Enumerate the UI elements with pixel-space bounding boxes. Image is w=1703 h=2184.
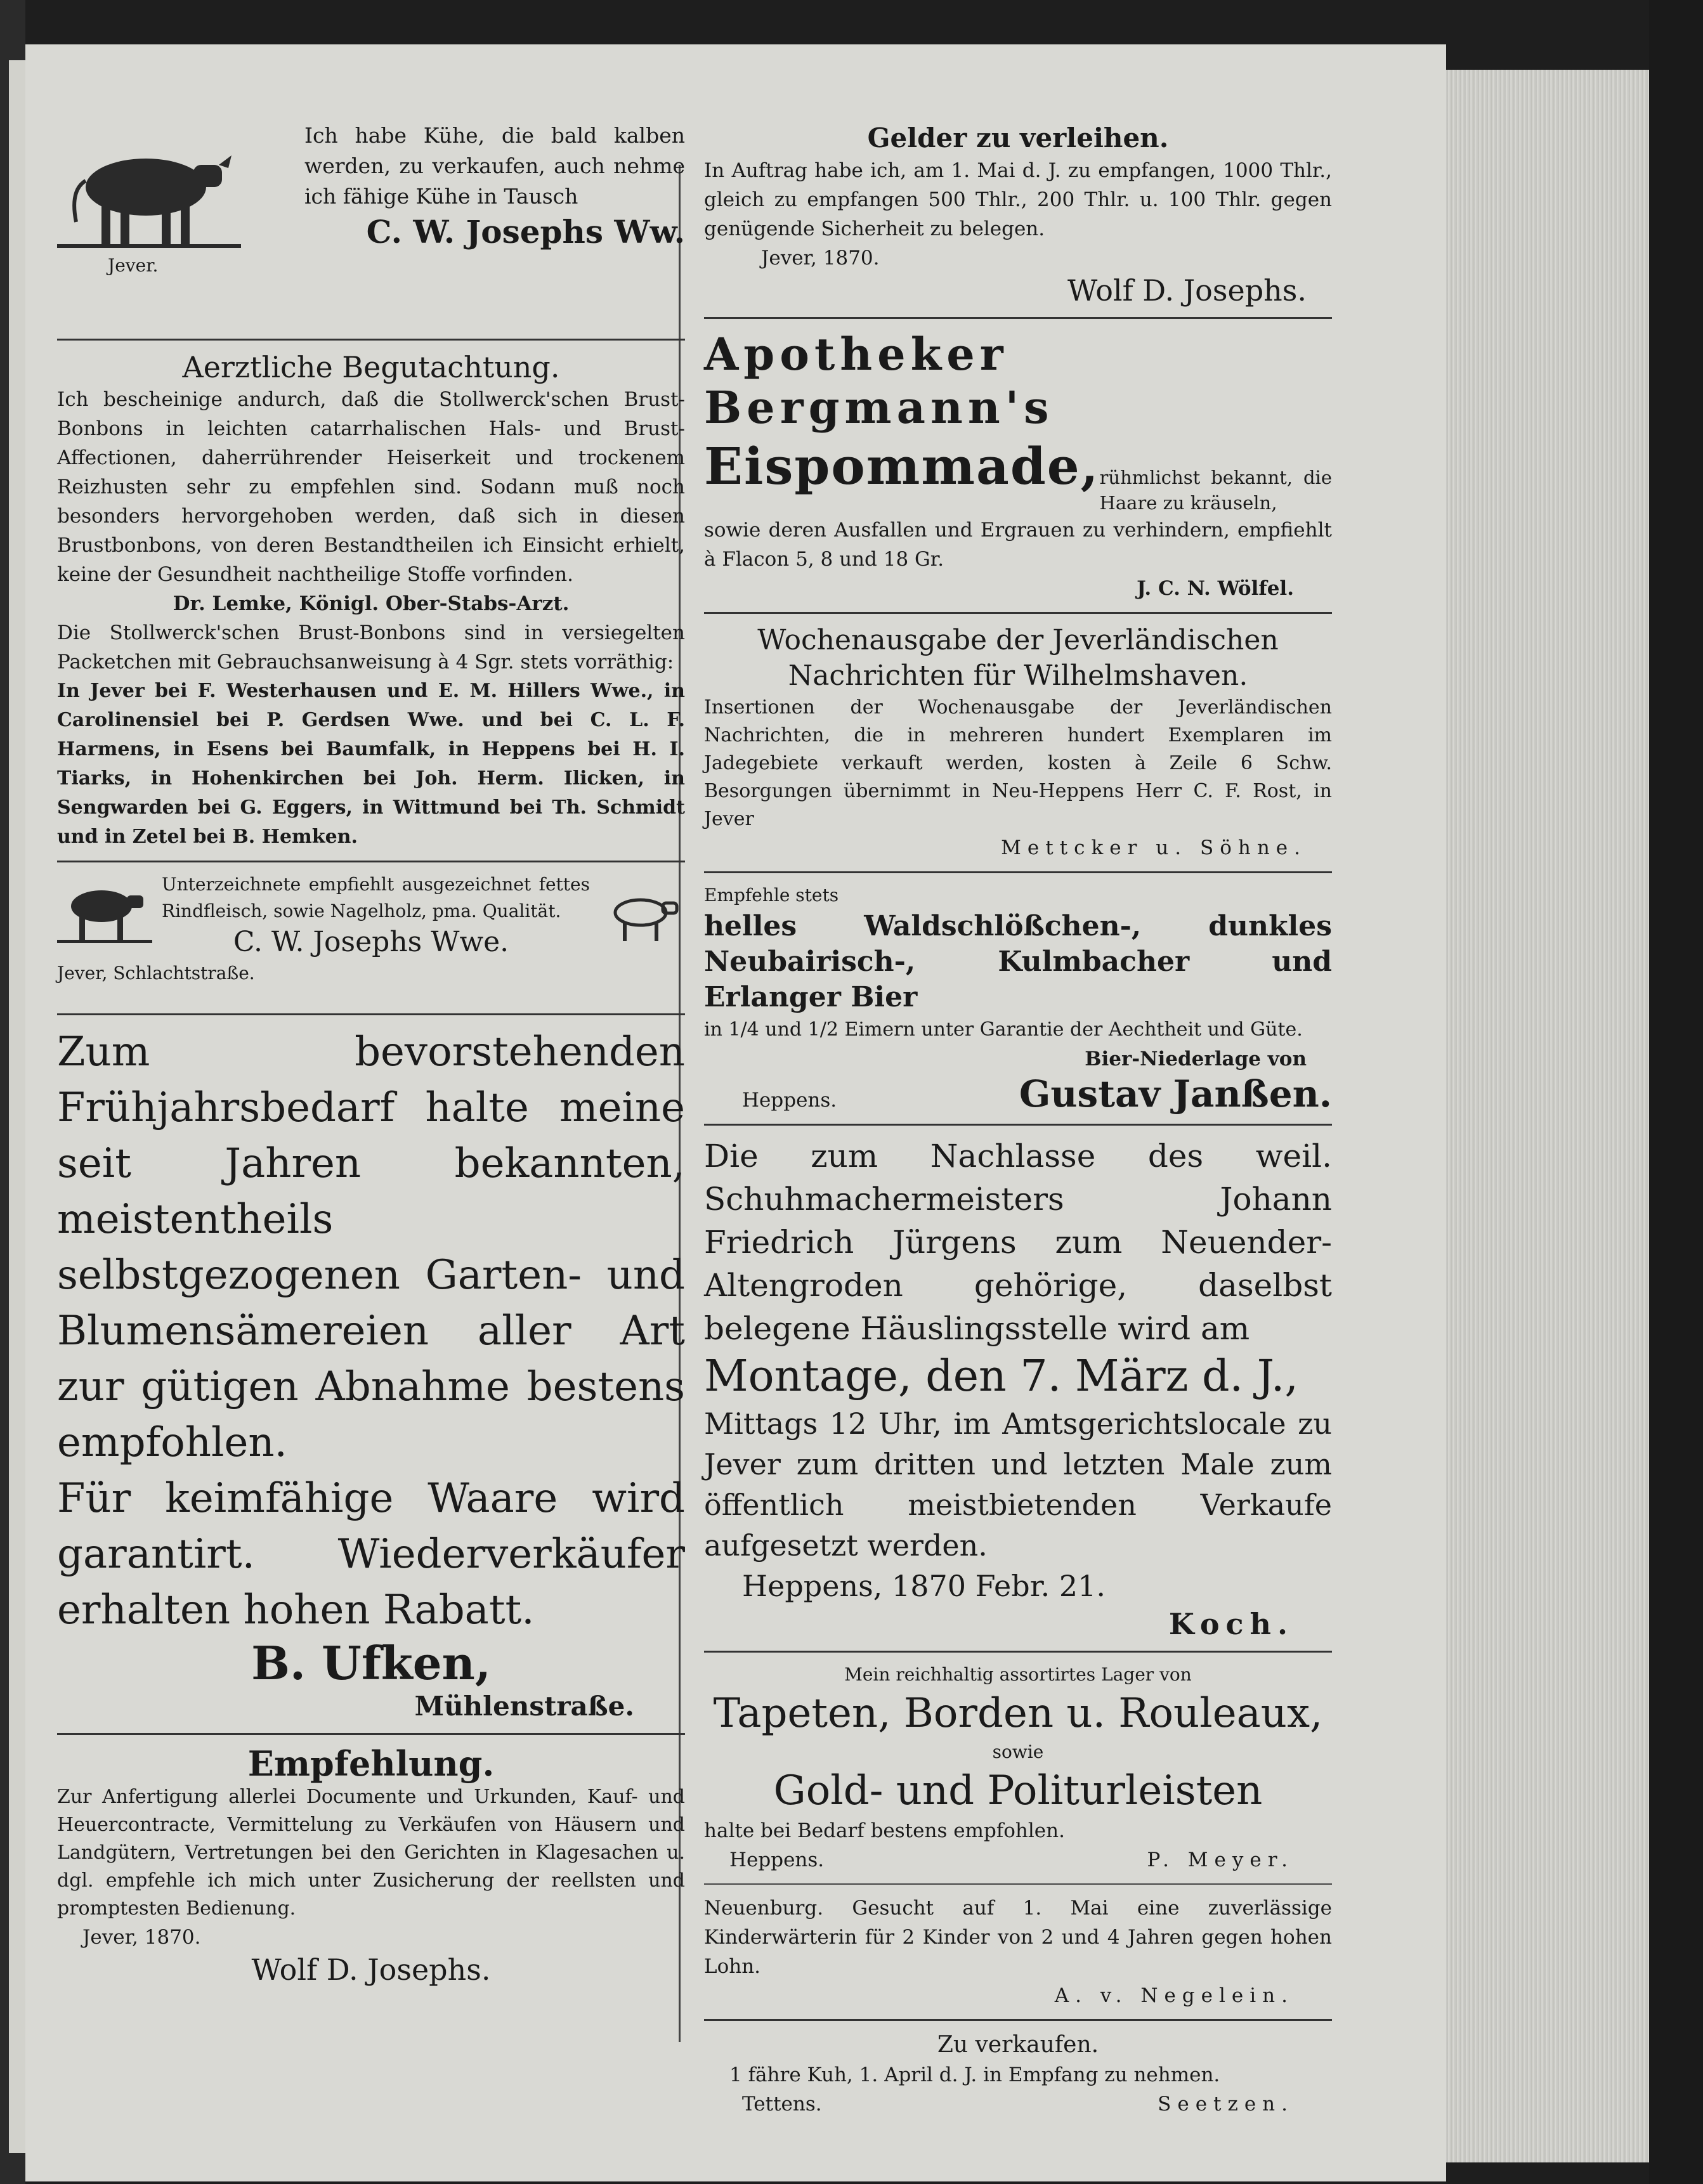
divider — [704, 1883, 1332, 1885]
ad-text: 1 fähre Kuh, 1. April d. J. in Empfang zu nehmen. — [729, 2064, 1220, 2086]
previous-page-edge — [9, 60, 27, 2153]
ad-text: Die zum Nachlasse des weil. Schuhmachermeisters Johann Friedrich Jürgens zum Neuender-Altengroden gehörige, daselbst belegene Häuslingsstelle wird am — [704, 1138, 1332, 1347]
ad-text: In Jever bei F. Westerhausen und E. M. Hillers Wwe., in Carolinensiel bei P. Gerdsen Wwe. und bei C. L. F. Harmens, in Esens bei Baumfalk, in Heppens bei H. I. Tiarks, in Hohenkirchen bei Joh. Herm. Ilicken, in Sengwarden bei G. Eggers, in Wittmund bei Th. Schmidt und in Zetel bei B. Hemken. — [57, 680, 685, 848]
ad-footer — [704, 1845, 1332, 1875]
left-column — [57, 120, 685, 1987]
ad-signature: Gustav Janßen. — [1019, 1072, 1332, 1115]
ad-text: helles Waldschlößchen-, dunkles Neubairisch-, Kulmbacher und Erlanger Bier — [704, 910, 1332, 1013]
ad-signature: Koch. — [1168, 1607, 1294, 1641]
ad-text: halte bei Bedarf bestens empfohlen. — [704, 1819, 1065, 1842]
ad-date: Montage, den 7. März d. J., — [704, 1351, 1298, 1401]
ad-footer — [704, 2090, 1332, 2119]
ad-text: sowie deren Ausfallen und Ergrauen zu verhindern, empfiehlt à Flacon 5, 8 und 18 Gr. — [704, 519, 1332, 571]
ad-text: Unterzeichnete empfiehlt ausgezeichnet fettes Rindfleisch, sowie Nagelholz, pma. Qualität. — [162, 874, 590, 921]
ad-footer — [704, 1074, 1332, 1115]
ad-aerztliche-begutachtung — [57, 349, 685, 852]
ad-street: Mühlenstraße. — [414, 1691, 634, 1722]
ox-illustration — [57, 871, 152, 947]
ad-place: Tettens. — [742, 2093, 822, 2116]
divider — [57, 1733, 685, 1735]
divider — [704, 2019, 1332, 2021]
ad-text: In Auftrag habe ich, am 1. Mai d. J. zu empfangen, 1000 Thlr., gleich zu empfangen 500 Thlr., 200 Thlr. u. 100 Thlr. gegen genügende Sicherheit zu belegen. — [704, 159, 1332, 240]
ad-zu-verkaufen — [704, 2030, 1332, 2119]
ad-kuehe — [57, 120, 685, 330]
ad-doctor: Dr. Lemke, Königl. Ober-Stabs-Arzt. — [173, 592, 570, 615]
ad-title: Eispommade, — [704, 436, 1100, 496]
divider — [704, 871, 1332, 873]
ad-place: Heppens. — [729, 1849, 825, 1871]
ad-signature: C. W. Josephs Ww. — [366, 213, 685, 250]
ad-empfehlung — [57, 1744, 685, 1987]
ad-bier — [704, 882, 1332, 1115]
divider — [57, 861, 685, 862]
ad-wochenausgabe — [704, 623, 1332, 862]
ad-text: Die Stollwerck'schen Brust-Bonbons sind in versiegelten Packetchen mit Gebrauchsanweisung à 4 Sgr. stets vorräthig: — [57, 621, 685, 673]
cow-illustration — [57, 127, 241, 254]
divider — [704, 612, 1332, 614]
ad-text: Zur Anfertigung allerlei Documente und Urkunden, Kauf- und Heuercontracte, Vermittelung zu Verkäufen von Häusern und Landgütern, Vertretungen bei den Gerichten in Klagesachen u. dgl. empfehle ich mich unter Zusicherung der reellsten und promptesten Bedienung. — [57, 1786, 685, 1920]
ad-place: Heppens, 1870 Febr. 21. — [742, 1569, 1106, 1603]
ad-depot: Bier-Niederlage von — [1085, 1048, 1307, 1070]
ad-signature: Mettcker u. Söhne. — [1001, 836, 1307, 859]
ad-place: Jever, 1870. — [82, 1926, 201, 1949]
ad-kinderwaerterin — [704, 1894, 1332, 2010]
divider — [704, 1651, 1332, 1653]
ad-rindfleisch — [57, 871, 685, 1004]
ad-title-note: rühmlichst bekannt, die Haare zu kräuseln, — [1099, 467, 1332, 514]
ox-outline-illustration — [603, 884, 685, 947]
ad-title-row — [704, 434, 1332, 516]
ad-place: Jever. — [108, 255, 159, 276]
ad-headline: Gold- und Politurleisten — [773, 1767, 1263, 1814]
ad-nachlass — [704, 1134, 1332, 1642]
ad-text: in 1/4 und 1/2 Eimern unter Garantie der Aechtheit und Güte. — [704, 1018, 1303, 1041]
ad-text: Ich habe Kühe, die bald kalben werden, zu verkaufen, auch nehme ich fähige Kühe in Tausch — [304, 123, 685, 209]
ad-headline: Tapeten, Borden u. Rouleaux, — [713, 1690, 1323, 1737]
divider — [57, 1013, 685, 1015]
ad-intro: Mein reichhaltig assortirtes Lager von — [844, 1664, 1192, 1685]
ad-signature: P. Meyer. — [1147, 1849, 1294, 1871]
ad-text: Neuenburg. Gesucht auf 1. Mai eine zuverlässige Kinderwärterin für 2 Kinder von 2 und 4 Jahren gegen hohen Lohn. — [704, 1897, 1332, 1978]
ad-signature: J. C. N. Wölfel. — [1137, 577, 1294, 600]
ad-signature: Wolf D. Josephs. — [251, 1953, 491, 1987]
ad-signature: Wolf D. Josephs. — [1067, 273, 1307, 308]
ad-signature: C. W. Josephs Wwe. — [233, 926, 509, 958]
right-column — [704, 120, 1332, 2119]
book-page-edges — [1446, 70, 1674, 2162]
ad-place: Heppens. — [742, 1089, 837, 1112]
ad-heading: Aerztliche Begutachtung. — [182, 350, 560, 384]
ad-sowie: sowie — [992, 1741, 1044, 1762]
ad-tapeten — [704, 1661, 1332, 1875]
ad-intro: Empfehle stets — [704, 885, 839, 906]
divider — [704, 317, 1332, 319]
divider — [57, 339, 685, 341]
ad-eispommade — [704, 328, 1332, 603]
ad-title: Apotheker Bergmann's — [704, 328, 1054, 434]
ad-text: Zum bevorstehenden Frühjahrsbedarf halte meine seit Jahren bekannten, meistentheils selbstgezogenen Garten- und Blumensämereien aller Art zur gütigen Abnahme bestens empfohlen. — [57, 1029, 685, 1466]
book-cover-right — [1649, 0, 1703, 2184]
ad-gelder — [704, 120, 1332, 308]
ad-signature: A. v. Negelein. — [1054, 1984, 1294, 2007]
ad-signature: B. Ufken, — [251, 1636, 491, 1690]
ad-saemereien — [57, 1024, 685, 1724]
ad-text: Insertionen der Wochenausgabe der Jeverländischen Nachrichten, die in mehreren hundert Exemplaren im Jadegebiete verkauft werden, kosten à Zeile 6 Schw. Besorgungen übernimmt in Neu-Heppens Herr C. F. Rost, in Jever — [704, 696, 1332, 830]
ad-signature: Seetzen. — [1158, 2093, 1294, 2116]
ad-text: Für keimfähige Waare wird garantirt. Wiederverkäufer erhalten hohen Rabatt. — [57, 1475, 685, 1634]
ad-heading: Zu verkaufen. — [937, 2032, 1099, 2058]
ad-heading: Wochenausgabe der Jeverländischen — [757, 624, 1279, 656]
ad-heading: Empfehlung. — [247, 1743, 495, 1784]
divider — [704, 1124, 1332, 1126]
ad-heading: Nachrichten für Wilhelmshaven. — [788, 660, 1248, 692]
ad-text: Mittags 12 Uhr, im Amtsgerichtslocale zu Jever zum dritten und letzten Male zum öffentlich meistbietenden Verkaufe aufgesetzt werden. — [704, 1407, 1332, 1563]
ad-place: Jever, Schlachtstraße. — [57, 963, 255, 984]
ad-text: Ich bescheinige andurch, daß die Stollwerck'schen Brust-Bonbons in leichten catarrhalischen Hals- und Brust-Affectionen, daherrührender Heiserkeit und trockenem Reizhusten sehr zu empfehlen sind. Sodann muß noch besonders hervorgehoben werden, daß sich in diesen Brustbonbons, von deren Bestandtheilen ich Einsicht erhielt, keine der Gesundheit nachtheilige Stoffe vorfinden. — [57, 388, 685, 586]
ad-heading: Gelder zu verleihen. — [867, 122, 1169, 153]
ad-place: Jever, 1870. — [761, 247, 880, 270]
